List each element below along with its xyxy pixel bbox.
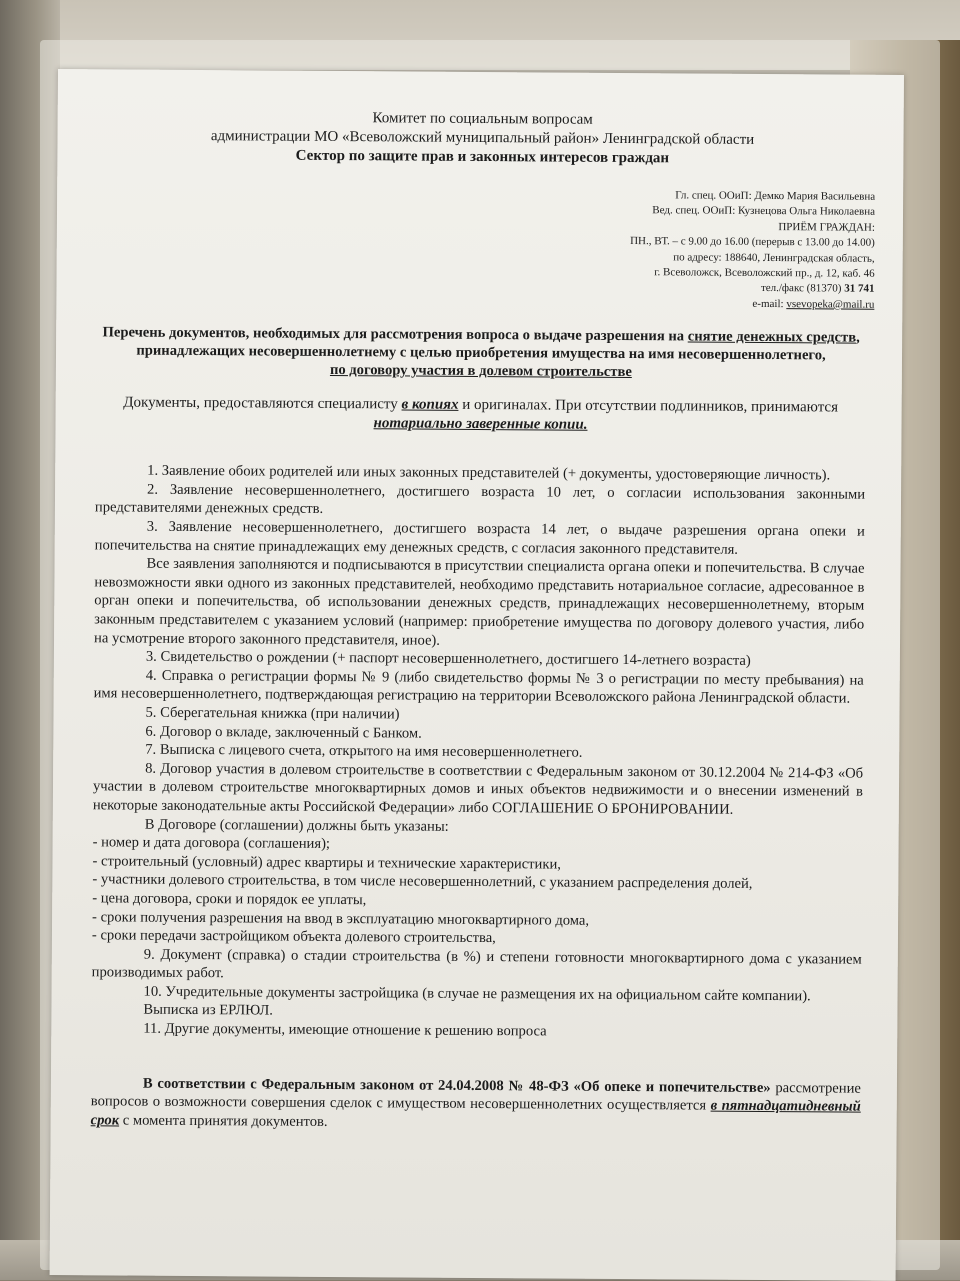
staff-lead-specialist: Вед. спец. ООиП: Кузнецова Ольга Николаевна — [652, 204, 876, 219]
list-item: Все заявления заполняются и подписываются в присутствии специалиста органа опеки и попечительства. В случае невозможности явки одного из законных представителей, необходимо представить нотариальное согласие, адресованное в орган опеки и попечительства, об использовании денежных средств, принадлежащих несовершеннолетнему, вторым законным представителем с указанием условий (например: приобретение имущества по договору долевого участия, либо на усмотрение второго законного представителя, иное). — [93, 555, 865, 649]
list-item: 9. Документ (справка) о стадии строительства (в %) и степени готовности многоквартирного дома с указанием производимых работ. — [91, 946, 862, 982]
document-sheet — [50, 69, 904, 1281]
document-footer — [91, 1074, 861, 1135]
contract-requirement: - цена договора, сроки и порядок ее уплаты, — [92, 890, 367, 909]
header-committee: Комитет по социальным вопросам — [372, 110, 593, 128]
contract-requirement: - строительный (условный) адрес квартиры и технические характеристики, — [92, 853, 562, 873]
contract-requirement: - сроки получения разрешения на ввод в эксплуатацию многоквартирного дома, — [92, 908, 590, 929]
intro-part-4: нотариально заверенные копии. — [373, 415, 588, 434]
list-item: 1. Заявление обоих родителей или иных законных представителей (+ документы, удостоверяющие личность). — [147, 462, 831, 484]
title-part-3: , принадлежащих несовершеннолетнему с целью приобретения имущества на имя несовершеннолетнего, — [136, 329, 860, 364]
contract-requirement: - участники долевого строительства, в том числе несовершеннолетний, с указанием распределения долей, — [92, 871, 753, 893]
list-item: В Договоре (соглашении) должны быть указаны: — [144, 816, 449, 835]
intro-part-1: Документы, предоставляются специалисту — [123, 394, 402, 413]
intro-part-3: и оригиналах. При отсутствии подлинников, принимаются — [458, 397, 839, 416]
footer-part-1: В соответствии с Федеральным законом от 24.04.2008 № 48-ФЗ «Об опеке и попечительстве» — [142, 1075, 771, 1096]
list-item: 6. Договор о вкладе, заключенный с Банком. — [145, 723, 422, 742]
list-item: Выписка из ЕРЛЮЛ. — [143, 1002, 274, 1020]
email-label: e-mail: — [752, 297, 787, 310]
header-sector: Сектор по защите прав и законных интересов граждан — [295, 147, 670, 167]
reception-address-2: г. Всеволожск, Всеволожский пр., д. 12, каб. 46 — [654, 266, 875, 280]
list-item: 4. Справка о регистрации формы № 9 (либо свидетельство формы № 3 о регистрации по месту пребывания) на имя несовершеннолетнего, подтверждающая регистрацию на территории Всеволожского района Ленинградской области. — [93, 667, 864, 707]
email-address: vsevopeka@mail.ru — [786, 297, 875, 311]
title-part-2: снятие денежных средств — [687, 328, 857, 346]
list-item: 2. Заявление несовершеннолетнего, достигшего возраста 10 лет, о согласии использования законными представителями денежных средств. — [94, 481, 866, 518]
list-item: 8. Договор участия в долевом строительстве в соответствии с Федеральным законом от 30.12.2004 № 214-ФЗ «Об участии в долевом строительстве многоквартирных домов и иных объектов недвижимости и о внесении изменений в некоторые законодательные акты Российской Федерации» либо СОГЛАШЕНИЕ О БРОНИРОВАНИИ. — [92, 760, 864, 818]
intro-part-2: в копиях — [401, 396, 459, 414]
reception-hours: ПН., ВТ. – с 9.00 до 16.00 (перерыв с 13.00 до 14.00) — [630, 235, 875, 249]
reception-heading: ПРИЁМ ГРАЖДАН: — [778, 220, 875, 234]
title-part-4: по договору участия в долевом строительстве — [329, 362, 632, 381]
list-item: 3. Свидетельство о рождении (+ паспорт несовершеннолетнего, достигшего 14-летнего возраста) — [145, 648, 751, 670]
staff-contacts — [96, 184, 875, 313]
list-item: 5. Сберегательная книжка (при наличии) — [145, 704, 400, 723]
contract-requirement: - номер и дата договора (соглашения); — [92, 834, 331, 853]
footer-part-2: рассмотрение вопросов о возможности совершения сделок с имуществом несовершеннолетних осуществляется — [90, 1079, 861, 1114]
phone-label: тел./факс (81370) — [760, 282, 845, 295]
header-administration: администрации МО «Всеволожский муниципальный район» Ленинградской области — [210, 128, 755, 148]
document-title — [96, 324, 866, 383]
phone-number: 31 741 — [844, 282, 875, 296]
footer-part-3: в пятнадцатидневный срок — [90, 1097, 861, 1129]
document-intro — [95, 394, 865, 437]
footer-part-4: с момента принятия документов. — [119, 1112, 328, 1130]
document-list — [91, 462, 865, 1044]
list-item: 11. Другие документы, имеющие отношение к решению вопроса — [143, 1020, 547, 1040]
list-item: 7. Выписка с лицевого счета, открытого на имя несовершеннолетнего. — [145, 741, 583, 761]
list-item: 3. Заявление несовершеннолетнего, достигшего возраста 14 лет, о выдаче разрешения органа опеки и попечительства на снятие принадлежащих ему денежных средств, с согласия законного представителя. — [94, 518, 865, 558]
contract-requirement: - сроки передачи застройщиком объекта долевого строительства, — [91, 927, 496, 947]
document-content — [90, 107, 876, 1135]
list-item: 10. Учредительные документы застройщика (в случае не размещения их на официальном сайте компании). — [143, 983, 811, 1005]
reception-address-1: по адресу: 188640, Ленинградская область, — [673, 250, 875, 265]
document-header — [97, 107, 867, 169]
title-part-1: Перечень документов, необходимых для рассмотрения вопроса о выдаче разрешения на — [102, 324, 688, 345]
staff-chief-specialist: Гл. спец. ООиП: Демко Мария Васильевна — [675, 189, 876, 203]
